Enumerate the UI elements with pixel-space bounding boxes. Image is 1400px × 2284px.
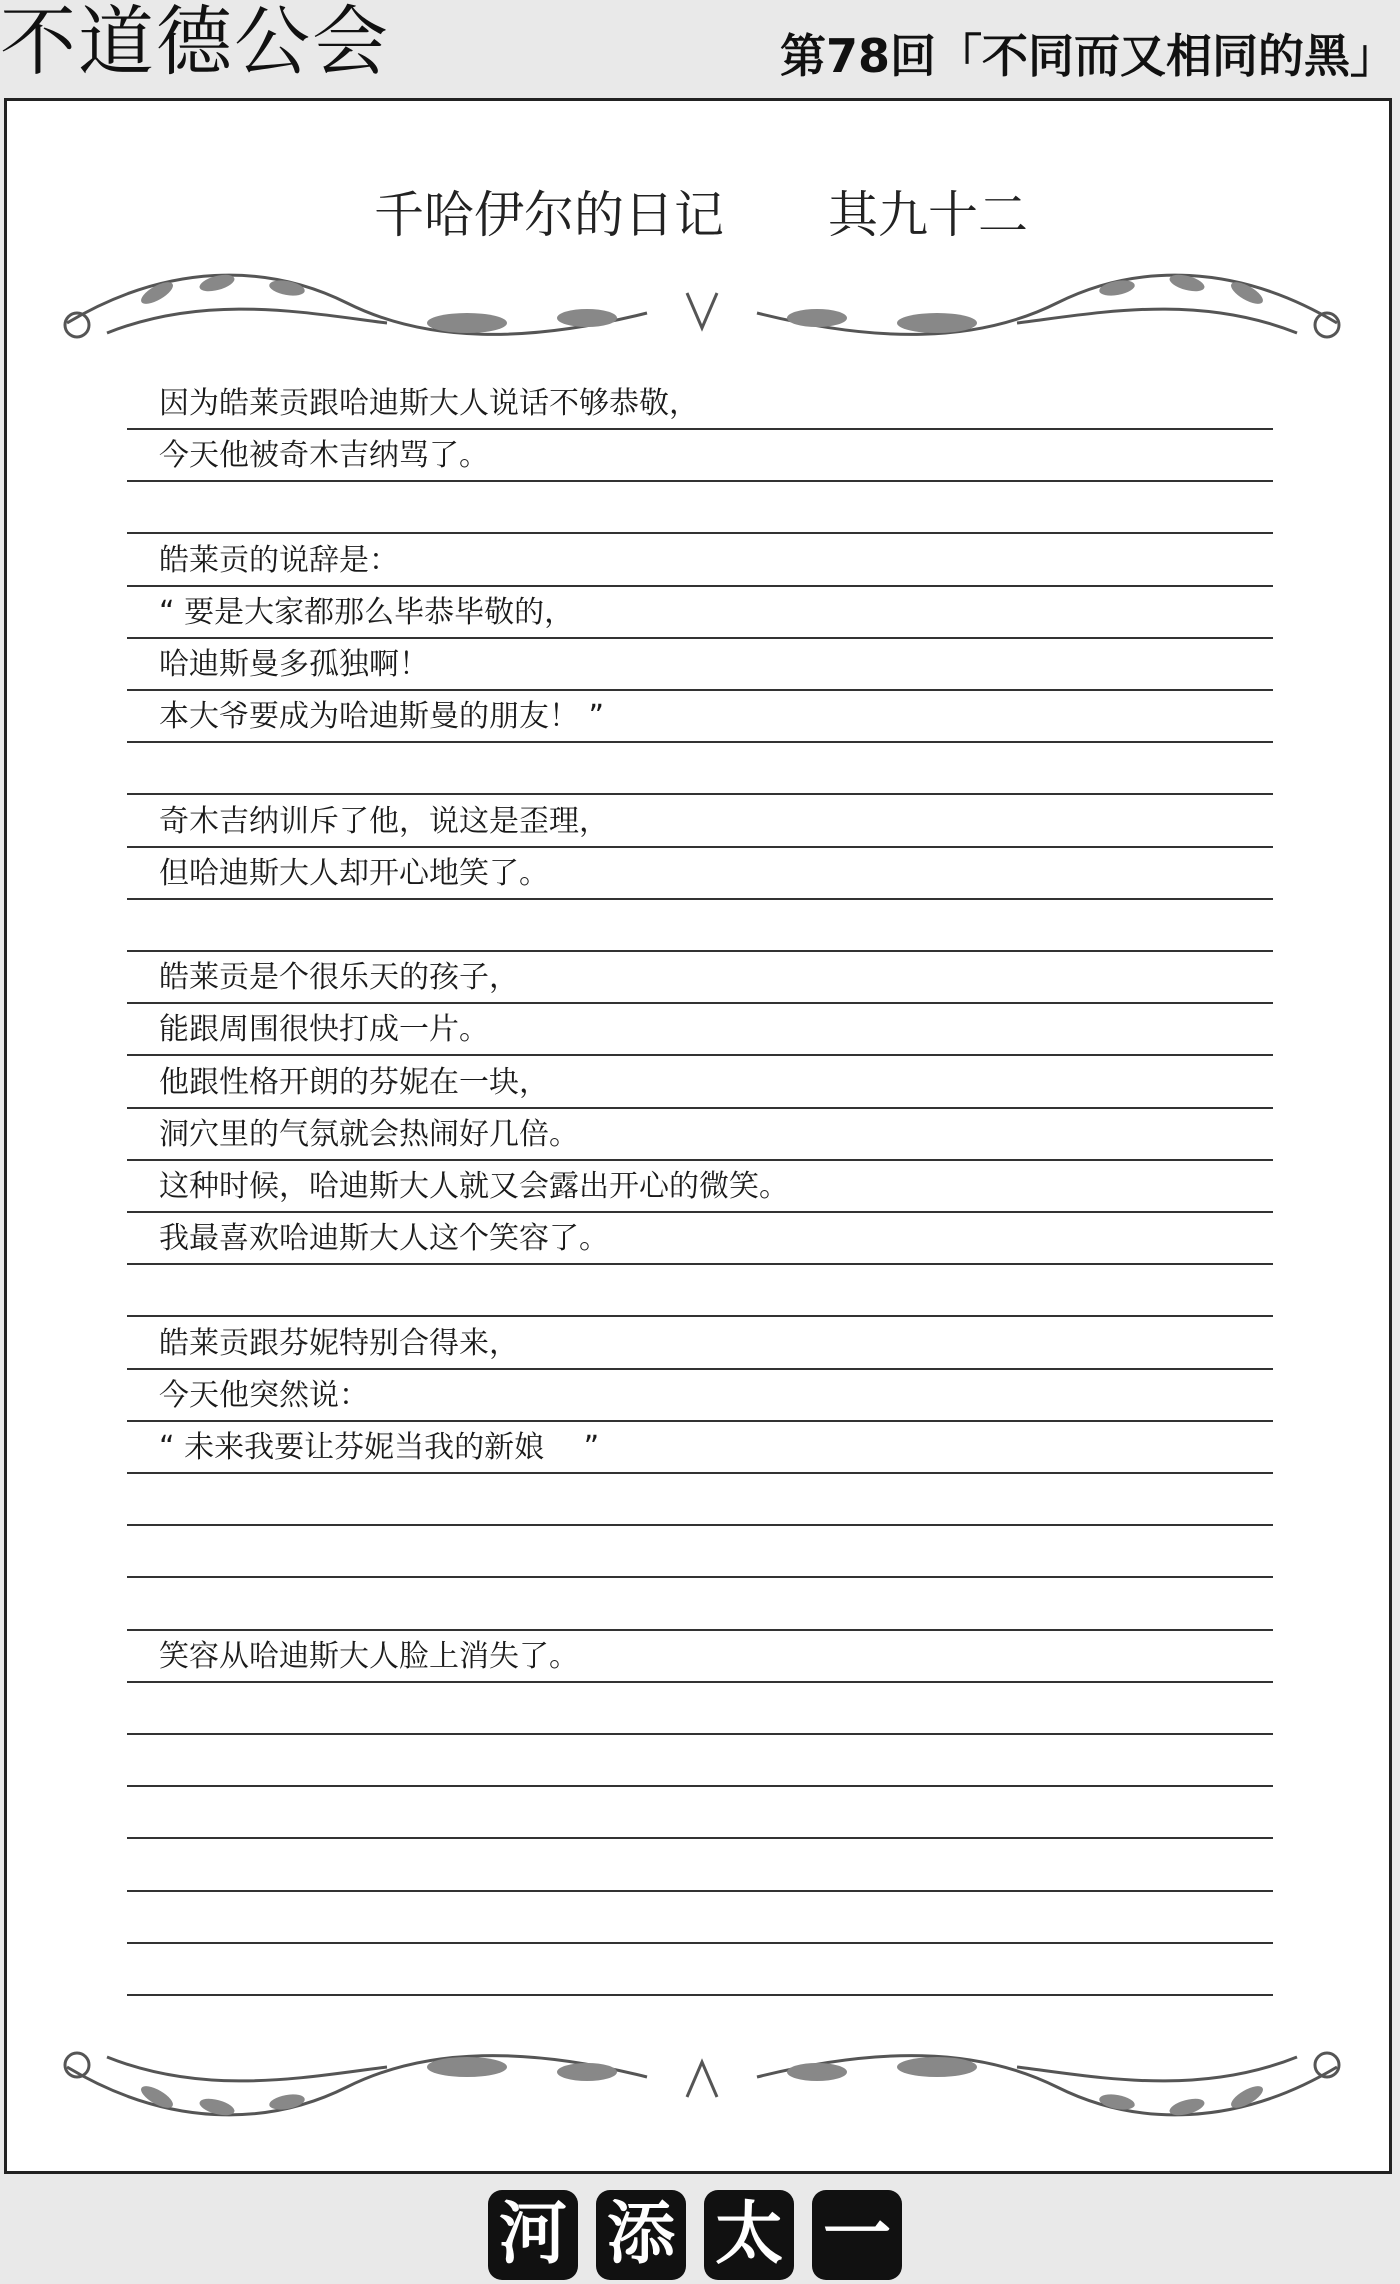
author-name <box>488 2190 902 2280</box>
diary-line: 能跟周围很快打成一片。 <box>159 1012 489 1048</box>
ruled-line <box>127 1263 1273 1265</box>
diary-line: 但哈迪斯大人却开心地笑了。 <box>159 855 549 891</box>
ruled-line <box>127 1576 1273 1578</box>
ruled-line <box>127 793 1273 795</box>
ruled-line <box>127 1420 1273 1422</box>
diary-line: 奇木吉纳训斥了他，说这是歪理， <box>159 803 609 839</box>
ruled-line <box>127 1994 1273 1996</box>
author-char: 一 <box>812 2190 902 2280</box>
diary-line: “ 未来我要让芬妮当我的新娘 ” <box>159 1430 600 1465</box>
diary-line: 皓莱贡的说辞是： <box>159 542 399 578</box>
ruled-line <box>127 1472 1273 1474</box>
diary-line: 今天他被奇木吉纳骂了。 <box>159 438 489 474</box>
header <box>0 0 1400 98</box>
ruled-lines <box>127 101 1273 2177</box>
ruled-line <box>127 950 1273 952</box>
diary-line: 笑容从哈迪斯大人脸上消失了。 <box>159 1638 579 1674</box>
ruled-line <box>127 898 1273 900</box>
diary-number: 其九十二 <box>828 186 1028 244</box>
ruled-line <box>127 1315 1273 1317</box>
diary-line: 洞穴里的气氛就会热闹好几倍。 <box>159 1116 579 1152</box>
ruled-line <box>127 428 1273 430</box>
ruled-line <box>127 480 1273 482</box>
ruled-line <box>127 1524 1273 1526</box>
ruled-line <box>127 1837 1273 1839</box>
floral-ornament-bottom <box>47 2027 1357 2137</box>
author-char: 太 <box>704 2190 794 2280</box>
ruled-line <box>127 1107 1273 1109</box>
ruled-line <box>127 1629 1273 1631</box>
series-title: 不道德公会 <box>0 0 390 86</box>
diary-line: 他跟性格开朗的芬妮在一块， <box>159 1064 549 1100</box>
author-char: 河 <box>488 2190 578 2280</box>
diary-title: 千哈伊尔的日记 <box>374 186 724 244</box>
ruled-line <box>127 1733 1273 1735</box>
chapter-title: 第78回「不同而又相同的黑」 <box>779 29 1396 83</box>
ruled-line <box>127 1002 1273 1004</box>
diary-line: 我最喜欢哈迪斯大人这个笑容了。 <box>159 1221 609 1257</box>
ruled-line <box>127 532 1273 534</box>
diary-page <box>4 98 1392 2174</box>
diary-line: 因为皓莱贡跟哈迪斯大人说话不够恭敬， <box>159 386 699 421</box>
diary-line: 本大爷要成为哈迪斯曼的朋友！ ” <box>159 699 605 735</box>
ruled-line <box>127 1681 1273 1683</box>
diary-line: 哈迪斯曼多孤独啊！ <box>159 647 429 682</box>
ruled-line <box>127 1890 1273 1892</box>
diary-line: 皓莱贡是个很乐天的孩子， <box>159 960 519 996</box>
ruled-line <box>127 741 1273 743</box>
ruled-line <box>127 1785 1273 1787</box>
diary-line: 今天他突然说： <box>159 1377 369 1413</box>
ruled-line <box>127 1159 1273 1161</box>
ruled-line <box>127 1368 1273 1370</box>
ruled-line <box>127 1054 1273 1056</box>
ruled-line <box>127 1211 1273 1213</box>
ruled-line <box>127 1942 1273 1944</box>
ruled-line <box>127 689 1273 691</box>
ruled-line <box>127 637 1273 639</box>
author-char: 添 <box>596 2190 686 2280</box>
diary-line: “ 要是大家都那么毕恭毕敬的， <box>159 594 575 630</box>
ruled-line <box>127 585 1273 587</box>
ruled-line <box>127 846 1273 848</box>
diary-line: 皓莱贡跟芬妮特别合得来， <box>159 1325 519 1361</box>
diary-line: 这种时候，哈迪斯大人就又会露出开心的微笑。 <box>159 1169 789 1204</box>
